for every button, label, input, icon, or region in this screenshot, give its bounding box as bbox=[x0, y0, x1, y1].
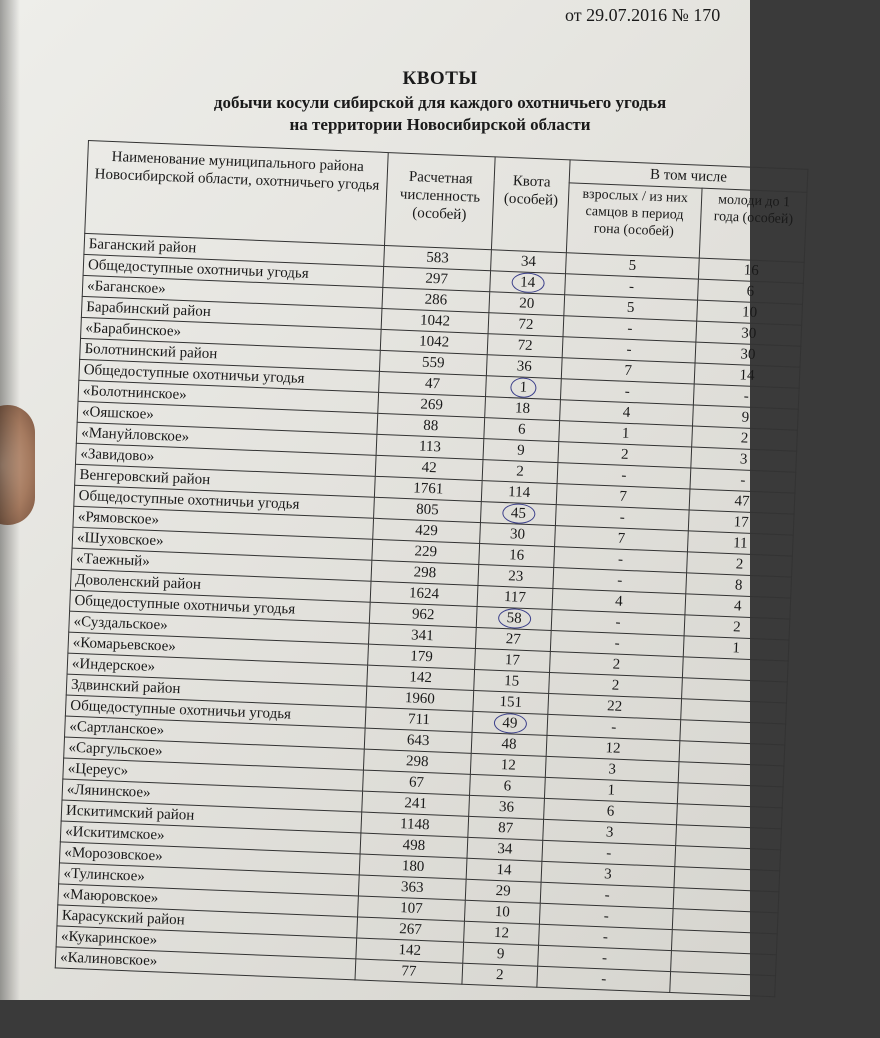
cell-name: Карасукский район bbox=[57, 905, 358, 938]
cell-name: «Сартланское» bbox=[65, 716, 366, 749]
cell-young: 2 bbox=[692, 426, 798, 451]
cell-adults: 7 bbox=[561, 358, 695, 384]
decree-date-number: от 29.07.2016 № 170 bbox=[565, 5, 721, 25]
cell-quota: 36 bbox=[469, 795, 545, 819]
circled-quota-value: 58 bbox=[497, 608, 531, 629]
cell-quota: 29 bbox=[465, 879, 541, 903]
cell-estimated: 805 bbox=[374, 497, 482, 522]
cell-name: «Тулинское» bbox=[59, 863, 360, 896]
cell-estimated: 77 bbox=[355, 959, 463, 984]
cell-quota: 14 bbox=[466, 858, 542, 882]
cell-adults: 22 bbox=[548, 693, 682, 719]
cell-young: 2 bbox=[687, 552, 793, 577]
cell-quota bbox=[490, 271, 566, 295]
cell-name: «Цереус» bbox=[63, 758, 364, 791]
circled-quota-value: 1 bbox=[510, 377, 536, 398]
cell-adults: - bbox=[565, 274, 699, 300]
cell-quota: 72 bbox=[487, 334, 563, 358]
cell-name: «Таежный» bbox=[71, 548, 372, 581]
cell-quota: 48 bbox=[471, 732, 547, 756]
cell-adults: - bbox=[560, 379, 694, 405]
cell-name: Общедоступные охотничьи угодья bbox=[74, 485, 375, 518]
cell-estimated: 42 bbox=[375, 455, 483, 480]
cell-young: - bbox=[693, 384, 799, 409]
cell-adults: - bbox=[540, 882, 674, 908]
cell-adults: - bbox=[562, 337, 696, 363]
cell-estimated: 583 bbox=[384, 245, 492, 270]
col-header-name: Наименование муниципального района Новосибирской области, охотничьего угодья bbox=[85, 141, 388, 246]
cell-quota: 6 bbox=[484, 418, 560, 442]
cell-quota: 2 bbox=[482, 460, 558, 484]
cell-adults: - bbox=[555, 505, 689, 531]
cell-adults: 2 bbox=[549, 672, 683, 698]
quota-table bbox=[55, 140, 809, 997]
cell-young: 11 bbox=[687, 531, 793, 556]
cell-estimated: 113 bbox=[376, 434, 484, 459]
cell-young: - bbox=[690, 468, 796, 493]
cell-quota: 9 bbox=[483, 439, 559, 463]
cell-quota: 30 bbox=[480, 523, 556, 547]
cell-name: Общедоступные охотничьи угодья bbox=[70, 590, 371, 623]
cell-estimated: 180 bbox=[359, 854, 467, 879]
cell-estimated: 1148 bbox=[361, 812, 469, 837]
cell-quota bbox=[480, 502, 556, 526]
cell-quota: 34 bbox=[491, 250, 567, 274]
cell-quota: 18 bbox=[485, 397, 561, 421]
cell-young bbox=[670, 972, 776, 997]
cell-estimated: 142 bbox=[367, 665, 475, 690]
cell-name: «Лянинское» bbox=[62, 779, 363, 812]
cell-young: 14 bbox=[694, 363, 800, 388]
cell-estimated: 962 bbox=[369, 602, 477, 627]
cell-name: «Болотнинское» bbox=[78, 380, 379, 413]
cell-adults: - bbox=[538, 945, 672, 971]
cell-adults: - bbox=[563, 316, 697, 342]
cell-young: 16 bbox=[698, 258, 804, 283]
cell-name: «Индерское» bbox=[67, 653, 368, 686]
cell-quota: 23 bbox=[478, 565, 554, 589]
cell-quota: 2 bbox=[462, 963, 538, 987]
cell-quota bbox=[476, 606, 552, 630]
cell-quota: 17 bbox=[475, 648, 551, 672]
cell-name: «Мануйловское» bbox=[76, 422, 377, 455]
cell-quota: 12 bbox=[464, 921, 540, 945]
cell-estimated: 711 bbox=[365, 707, 473, 732]
col-header-adults: взрослых / из них самцов в период гона (особей) bbox=[566, 183, 702, 258]
cell-estimated: 1042 bbox=[380, 329, 488, 354]
cell-estimated: 286 bbox=[382, 287, 490, 312]
cell-name: Баганский район bbox=[84, 233, 385, 266]
cell-young: 10 bbox=[697, 300, 803, 325]
document-title: КВОТЫ bbox=[402, 68, 478, 89]
cell-name: «Баганское» bbox=[82, 275, 383, 308]
cell-estimated: 269 bbox=[378, 392, 486, 417]
cell-name: Венгеровский район bbox=[75, 464, 376, 497]
cell-quota: 20 bbox=[489, 292, 565, 316]
cell-adults: - bbox=[539, 903, 673, 929]
cell-name: Здвинский район bbox=[66, 674, 367, 707]
cell-name: Доволенский район bbox=[70, 569, 371, 602]
cell-estimated: 363 bbox=[358, 875, 466, 900]
cell-estimated: 298 bbox=[363, 749, 471, 774]
cell-adults: 5 bbox=[566, 253, 700, 279]
cell-adults: 2 bbox=[558, 442, 692, 468]
cell-estimated: 229 bbox=[372, 539, 480, 564]
cell-estimated: 1960 bbox=[366, 686, 474, 711]
document-subtitle-line1: добычи косули сибирской для каждого охотничьего угодья bbox=[213, 93, 667, 112]
cell-name: Общедоступные охотничьи угодья bbox=[79, 359, 380, 392]
cell-quota: 15 bbox=[474, 669, 550, 693]
col-header-estimated: Расчетная численность (особей) bbox=[385, 153, 496, 250]
cell-estimated: 88 bbox=[377, 413, 485, 438]
cell-young: 17 bbox=[688, 510, 794, 535]
cell-adults: - bbox=[550, 630, 684, 656]
cell-quota: 10 bbox=[464, 900, 540, 924]
cell-young: 30 bbox=[695, 342, 801, 367]
cell-quota: 6 bbox=[470, 774, 546, 798]
cell-quota: 12 bbox=[470, 753, 546, 777]
cell-adults: - bbox=[539, 924, 673, 950]
cell-name: «Морозовское» bbox=[59, 842, 360, 875]
cell-adults: - bbox=[537, 966, 671, 992]
cell-young: 2 bbox=[684, 615, 790, 640]
cell-adults: 12 bbox=[546, 735, 680, 761]
cell-estimated: 559 bbox=[379, 350, 487, 375]
cell-estimated: 1761 bbox=[374, 476, 482, 501]
cell-estimated: 267 bbox=[357, 917, 465, 942]
cell-estimated: 107 bbox=[358, 896, 466, 921]
cell-adults: - bbox=[553, 568, 687, 594]
cell-name: Барабинский район bbox=[81, 296, 382, 329]
cell-quota bbox=[472, 711, 548, 735]
cell-name: Болотнинский район bbox=[80, 338, 381, 371]
cell-adults: 1 bbox=[559, 421, 693, 447]
cell-adults: 4 bbox=[560, 400, 694, 426]
cell-name: «Барабинское» bbox=[81, 317, 382, 350]
circled-quota-value: 45 bbox=[501, 503, 535, 524]
page-edge-shadow bbox=[0, 0, 20, 1000]
cell-adults: 7 bbox=[555, 526, 689, 552]
cell-estimated: 498 bbox=[360, 833, 468, 858]
cell-adults: - bbox=[547, 714, 681, 740]
cell-young: 4 bbox=[685, 594, 791, 619]
cell-estimated: 341 bbox=[368, 623, 476, 648]
cell-estimated: 1042 bbox=[381, 308, 489, 333]
cell-name: «Шуховское» bbox=[72, 527, 373, 560]
cell-estimated: 429 bbox=[373, 518, 481, 543]
cell-quota: 16 bbox=[479, 544, 555, 568]
cell-name: Общедоступные охотничьи угодья bbox=[83, 254, 384, 287]
cell-name: «Маюровское» bbox=[58, 884, 359, 917]
col-header-quota: Квота (особей) bbox=[491, 157, 570, 253]
cell-quota: 36 bbox=[486, 355, 562, 379]
document-subtitle-line2: на территории Новосибирской области bbox=[289, 115, 591, 134]
cell-name: «Калиновское» bbox=[55, 947, 356, 980]
cell-estimated: 298 bbox=[371, 560, 479, 585]
cell-adults: 3 bbox=[545, 756, 679, 782]
cell-quota: 72 bbox=[488, 313, 564, 337]
cell-adults: - bbox=[542, 840, 676, 866]
quota-table-wrapper bbox=[53, 140, 807, 1038]
cell-name: «Суздальское» bbox=[69, 611, 370, 644]
cell-name: «Завидово» bbox=[75, 443, 376, 476]
cell-young: 47 bbox=[689, 489, 795, 514]
cell-quota: 151 bbox=[473, 690, 549, 714]
table-body bbox=[55, 233, 804, 996]
cell-name: «Саргульское» bbox=[64, 737, 365, 770]
cell-estimated: 179 bbox=[368, 644, 476, 669]
cell-estimated: 67 bbox=[363, 770, 471, 795]
cell-estimated: 643 bbox=[364, 728, 472, 753]
cell-adults: 3 bbox=[543, 819, 677, 845]
cell-name: «Искитимское» bbox=[60, 821, 361, 854]
cell-adults: - bbox=[554, 547, 688, 573]
cell-quota: 27 bbox=[475, 627, 551, 651]
cell-young: 1 bbox=[683, 636, 789, 661]
cell-quota bbox=[486, 376, 562, 400]
cell-adults: 5 bbox=[564, 295, 698, 321]
cell-name: Общедоступные охотничьи угодья bbox=[65, 695, 366, 728]
cell-young: 3 bbox=[691, 447, 797, 472]
cell-name: «Кукаринское» bbox=[56, 926, 357, 959]
cell-estimated: 241 bbox=[362, 791, 470, 816]
cell-quota: 114 bbox=[481, 481, 557, 505]
cell-young: 8 bbox=[686, 573, 792, 598]
cell-estimated: 47 bbox=[379, 371, 487, 396]
circled-quota-value: 49 bbox=[493, 713, 527, 734]
cell-name: Искитимский район bbox=[61, 800, 362, 833]
cell-adults: - bbox=[551, 610, 685, 636]
cell-estimated: 1624 bbox=[370, 581, 478, 606]
cell-adults: 6 bbox=[544, 798, 678, 824]
cell-adults: - bbox=[557, 463, 691, 489]
cell-adults: 4 bbox=[552, 589, 686, 615]
cell-quota: 9 bbox=[463, 942, 539, 966]
cell-estimated: 142 bbox=[356, 938, 464, 963]
cell-quota: 34 bbox=[467, 837, 543, 861]
cell-quota: 117 bbox=[477, 586, 553, 610]
cell-young: 9 bbox=[693, 405, 799, 430]
circled-quota-value: 14 bbox=[511, 272, 545, 293]
cell-name: «Рямовское» bbox=[73, 506, 374, 539]
col-header-young: молоди до 1 года (особей) bbox=[699, 188, 807, 262]
cell-adults: 7 bbox=[556, 484, 690, 510]
cell-young: 6 bbox=[698, 279, 804, 304]
cell-quota: 87 bbox=[468, 816, 544, 840]
cell-young: 30 bbox=[696, 321, 802, 346]
cell-adults: 2 bbox=[550, 651, 684, 677]
cell-adults: 3 bbox=[541, 861, 675, 887]
cell-name: «Ояшское» bbox=[77, 401, 378, 434]
col-header-including: В том числе bbox=[569, 160, 808, 193]
cell-adults: 1 bbox=[544, 777, 678, 803]
cell-estimated: 297 bbox=[383, 266, 491, 291]
cell-name: «Комарьевское» bbox=[68, 632, 369, 665]
